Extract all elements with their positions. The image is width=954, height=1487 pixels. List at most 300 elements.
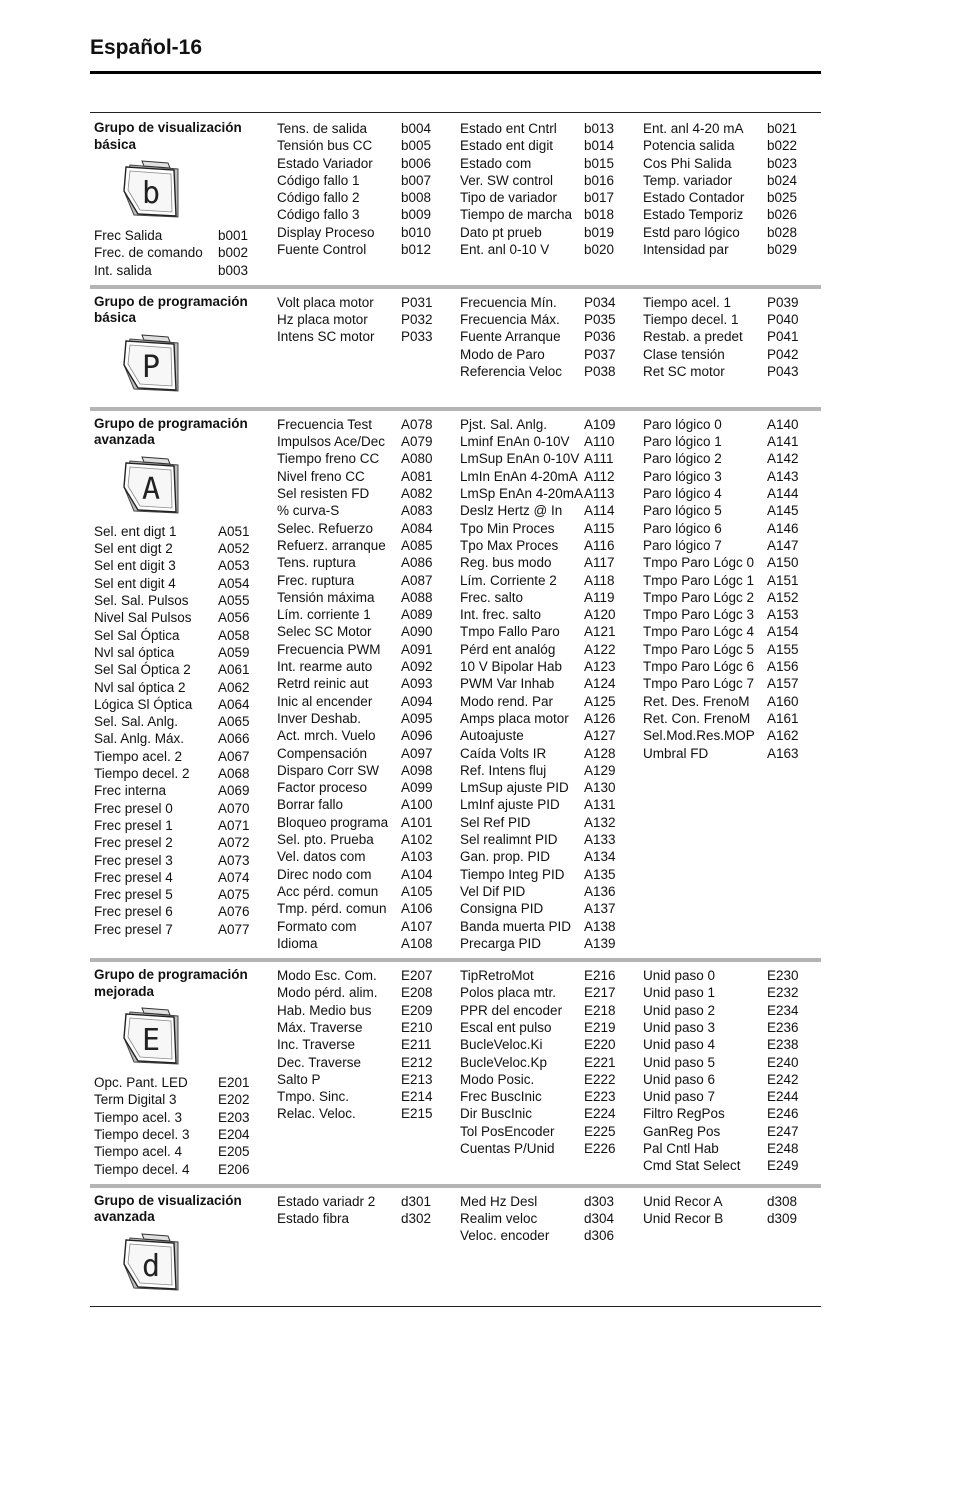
parameter-name: Impulsos Ace/Dec [277, 434, 386, 450]
parameter-code: E217 [584, 985, 616, 1001]
parameter-row [643, 537, 821, 554]
parameter-name: Sel Ref PID [460, 814, 531, 830]
parameter-code: A109 [584, 416, 616, 432]
parameter-row [460, 900, 639, 917]
parameter-name: Unid paso 1 [643, 985, 716, 1001]
parameter-name: PWM Var Inhab [460, 676, 555, 692]
parameter-name: 10 V Bipolar Hab [460, 659, 563, 675]
parameter-row [94, 575, 273, 592]
parameter-row [277, 172, 456, 189]
parameter-name: Fuente Control [277, 242, 367, 258]
parameter-row [94, 1091, 273, 1108]
parameter-row [277, 241, 456, 258]
parameter-name: Tipo de variador [460, 190, 558, 206]
parameter-row [94, 627, 273, 644]
parameter-code: E225 [584, 1123, 616, 1139]
parameter-row [94, 592, 273, 609]
parameter-row [460, 1193, 639, 1210]
parameter-name: Reg. bus modo [460, 555, 552, 571]
display-panel-letter: E [141, 1023, 161, 1059]
parameter-row [94, 1109, 273, 1126]
parameter-code: A117 [584, 555, 615, 571]
parameter-row [277, 224, 456, 241]
parameter-code: A152 [767, 589, 799, 605]
parameter-name: LmInf ajuste PID [460, 797, 560, 813]
parameter-name: Frec BuscInic [460, 1089, 542, 1105]
parameter-row [643, 641, 821, 658]
parameter-name: Unid paso 7 [643, 1089, 716, 1105]
parameter-column-3 [639, 120, 821, 279]
parameter-row [460, 485, 639, 502]
parameter-code: E215 [401, 1106, 433, 1122]
parameter-row [460, 1002, 639, 1019]
parameter-code: b002 [218, 245, 249, 261]
parameter-name: Borrar fallo [277, 797, 344, 813]
group-title: Grupo de programación avanzada [94, 415, 248, 448]
parameter-row [460, 328, 639, 345]
parameter-code: A094 [401, 693, 433, 709]
parameter-row [460, 745, 639, 762]
parameter-row [643, 589, 821, 606]
parameter-code: A058 [218, 627, 250, 643]
parameter-name: Fuente Arranque [460, 329, 561, 345]
page-title: Español-16 [90, 36, 203, 59]
parameter-code: A072 [218, 835, 250, 851]
parameter-name: Lminf EnAn 0-10V [460, 434, 570, 450]
parameter-code: E222 [584, 1071, 616, 1087]
parameter-code: b025 [767, 190, 798, 206]
parameter-name: Escal ent pulso [460, 1019, 552, 1035]
parameter-name: Frec presel 0 [94, 800, 173, 816]
parameter-name: Caída Volts IR [460, 745, 547, 761]
parameter-name: Frec presel 2 [94, 835, 173, 851]
parameter-code: A062 [218, 679, 250, 695]
parameter-code: d309 [767, 1211, 798, 1227]
parameter-code: A131 [584, 797, 616, 813]
parameter-code: b029 [767, 242, 798, 258]
parameter-row [94, 262, 273, 279]
parameter-row [643, 710, 821, 727]
parameter-code: A130 [584, 780, 616, 796]
parameter-row [277, 623, 456, 640]
parameter-name: Modo Posic. [460, 1071, 535, 1087]
parameter-code: A075 [218, 887, 250, 903]
parameter-column-3 [639, 294, 821, 401]
parameter-row [643, 224, 821, 241]
parameter-row [643, 967, 821, 984]
parameter-code: A120 [584, 607, 616, 623]
parameter-row [460, 554, 639, 571]
parameter-code: E249 [767, 1158, 799, 1174]
parameter-code: E211 [401, 1037, 432, 1053]
parameter-row [277, 554, 456, 571]
parameter-row [277, 1019, 456, 1036]
parameter-code: E216 [584, 968, 616, 984]
parameter-code: b003 [218, 262, 249, 278]
parameter-row [277, 1002, 456, 1019]
parameter-row [643, 172, 821, 189]
parameter-name: Tmpo Paro Lógc 4 [643, 624, 755, 640]
parameter-row [643, 984, 821, 1001]
parameter-name: Tiempo decel. 3 [94, 1126, 190, 1142]
parameter-code: A132 [584, 814, 616, 830]
parameter-code: A110 [584, 434, 615, 450]
parameter-name: Tmp. pérd. comun [277, 901, 387, 917]
parameter-code: d303 [584, 1193, 615, 1209]
parameter-name: Unid paso 4 [643, 1037, 716, 1053]
parameter-code: A088 [401, 589, 433, 605]
parameter-column-2 [456, 967, 639, 1178]
parameter-row [643, 1019, 821, 1036]
parameter-code: A076 [218, 904, 250, 920]
parameter-code: E246 [767, 1106, 799, 1122]
parameter-code: A051 [218, 523, 250, 539]
parameter-group [90, 112, 821, 285]
parameter-code: b015 [584, 155, 615, 171]
parameter-name: Estado Temporiz [643, 207, 744, 223]
parameter-code: A113 [584, 486, 615, 502]
parameter-name: Frecuencia Test [277, 416, 373, 432]
parameter-code: A107 [401, 918, 433, 934]
parameter-code: A106 [401, 901, 433, 917]
parameter-name: Código fallo 3 [277, 207, 360, 223]
parameter-code: P039 [767, 294, 799, 310]
parameter-row [643, 346, 821, 363]
parameter-row [460, 589, 639, 606]
parameter-code: A085 [401, 537, 433, 553]
parameter-row [277, 206, 456, 223]
parameter-name: Hab. Medio bus [277, 1002, 372, 1018]
parameter-name: Sel. Sal. Anlg. [94, 714, 179, 730]
parameter-name: BucleVeloc.Kp [460, 1054, 548, 1070]
parameter-name: Estado Contador [643, 190, 745, 206]
parameter-row [460, 710, 639, 727]
parameter-code: A105 [401, 883, 433, 899]
parameter-name: Dec. Traverse [277, 1054, 362, 1070]
parameter-row [643, 416, 821, 433]
parameter-code: A137 [584, 901, 616, 917]
parameter-name: LmSup ajuste PID [460, 780, 569, 796]
display-panel-icon-a [120, 455, 186, 517]
parameter-row [94, 782, 273, 799]
parameter-code: P034 [584, 294, 616, 310]
parameter-row [460, 1019, 639, 1036]
parameter-code: A078 [401, 416, 433, 432]
parameter-name: Nvl sal óptica [94, 644, 175, 660]
parameter-name: Sal. Anlg. Máx. [94, 731, 185, 747]
parameter-name: Código fallo 1 [277, 172, 360, 188]
parameter-column-3 [639, 416, 821, 952]
parameter-name: Paro lógico 3 [643, 468, 722, 484]
parameter-row [277, 848, 456, 865]
parameter-row [94, 540, 273, 557]
parameter-row [277, 762, 456, 779]
parameter-row [277, 779, 456, 796]
parameter-code: A053 [218, 558, 250, 574]
parameter-row [460, 1071, 639, 1088]
parameter-name: Amps placa motor [460, 710, 569, 726]
parameter-name: Nvl sal óptica 2 [94, 679, 186, 695]
parameter-code: A059 [218, 644, 250, 660]
parameter-code: A133 [584, 832, 616, 848]
parameter-code: b023 [767, 155, 798, 171]
parameter-name: Consigna PID [460, 901, 544, 917]
parameter-code: b010 [401, 224, 432, 240]
parameter-row [460, 1123, 639, 1140]
parameter-row [94, 817, 273, 834]
parameter-row [643, 241, 821, 258]
parameter-name: Tens. de salida [277, 121, 368, 136]
parameter-row [460, 1227, 639, 1244]
parameter-code: E244 [767, 1089, 799, 1105]
parameter-name: Pérd ent analóg [460, 641, 556, 657]
parameter-name: Sel Sal Óptica [94, 627, 180, 643]
parameter-row [460, 520, 639, 537]
parameter-code: A142 [767, 451, 799, 467]
parameter-name: Filtro RegPos [643, 1106, 725, 1122]
parameter-row [277, 967, 456, 984]
parameter-row [460, 623, 639, 640]
parameter-code: A086 [401, 555, 433, 571]
parameter-code: b017 [584, 190, 615, 206]
parameter-name: Autoajuste [460, 728, 524, 744]
parameter-name: Tiempo acel. 1 [643, 294, 732, 310]
parameter-name: Tens. ruptura [277, 555, 356, 571]
parameter-code: A080 [401, 451, 433, 467]
parameter-name: Intens SC motor [277, 329, 375, 345]
parameter-code: b016 [584, 172, 615, 188]
parameter-name: Realim veloc [460, 1211, 538, 1227]
parameter-row [277, 675, 456, 692]
parameter-name: Lím. Corriente 2 [460, 572, 557, 588]
parameter-row [460, 848, 639, 865]
parameter-name: GanReg Pos [643, 1123, 721, 1139]
parameter-row [643, 1002, 821, 1019]
parameter-code: E240 [767, 1054, 799, 1070]
parameter-code: A150 [767, 555, 799, 571]
parameter-row [94, 1074, 273, 1091]
parameter-row [277, 433, 456, 450]
parameter-row [460, 693, 639, 710]
parameter-code: E209 [401, 1002, 433, 1018]
parameter-name: Pal Cntl Hab [643, 1141, 719, 1157]
parameter-name: Tensión bus CC [277, 138, 373, 154]
parameter-name: Polos placa mtr. [460, 985, 557, 1001]
parameter-name: Tiempo decel. 1 [643, 312, 739, 328]
parameter-name: Paro lógico 5 [643, 503, 722, 519]
parameter-code: A084 [401, 520, 433, 536]
parameter-row [277, 883, 456, 900]
parameter-row [277, 311, 456, 328]
parameter-row [460, 311, 639, 328]
parameter-code: E224 [584, 1106, 616, 1122]
parameter-row [277, 710, 456, 727]
parameter-name: Tensión máxima [277, 589, 375, 605]
parameter-code: E206 [218, 1161, 250, 1177]
parameter-code: A055 [218, 593, 250, 609]
parameter-code: E210 [401, 1019, 433, 1035]
parameter-code: A125 [584, 693, 616, 709]
group-header-column [90, 1193, 273, 1300]
parameter-row [94, 869, 273, 886]
parameter-name: Dato pt prueb [460, 224, 542, 240]
group-header-column [90, 120, 273, 279]
parameter-name: Modo rend. Par [460, 693, 554, 709]
parameter-row [460, 814, 639, 831]
parameter-row [277, 1071, 456, 1088]
parameter-name: Sel ent digt 2 [94, 541, 173, 557]
parameter-row [643, 1036, 821, 1053]
parameter-row [643, 1193, 821, 1210]
parameter-name: Pjst. Sal. Anlg. [460, 416, 548, 432]
parameter-row [643, 137, 821, 154]
parameter-code: P038 [584, 364, 616, 380]
parameter-row [460, 1140, 639, 1157]
parameter-row [94, 1161, 273, 1178]
parameter-name: Cmd Stat Select [643, 1158, 741, 1174]
display-panel-icon-e [120, 1006, 186, 1068]
parameter-code: E236 [767, 1019, 799, 1035]
parameter-row [460, 1210, 639, 1227]
parameter-name: Tmpo Paro Lógc 3 [643, 607, 755, 623]
parameter-row [94, 800, 273, 817]
parameter-name: Frec presel 1 [94, 817, 173, 833]
parameter-row [94, 244, 273, 261]
parameter-code: A127 [584, 728, 616, 744]
parameter-row [460, 866, 639, 883]
parameter-row [643, 1071, 821, 1088]
parameter-name: Selec. Refuerzo [277, 520, 374, 536]
parameter-name: Paro lógico 4 [643, 486, 722, 502]
parameter-name: Ret. Con. FrenoM [643, 710, 751, 726]
parameter-code: A074 [218, 869, 250, 885]
parameter-code: A121 [584, 624, 616, 640]
parameter-row [94, 1143, 273, 1160]
parameter-name: Tiempo decel. 4 [94, 1161, 190, 1177]
parameter-code: E202 [218, 1092, 250, 1108]
parameter-code: A118 [584, 572, 615, 588]
parameter-row [277, 831, 456, 848]
parameter-row [277, 727, 456, 744]
group-title: Grupo de programación mejorada [94, 967, 248, 999]
parameter-row [277, 537, 456, 554]
parameter-name: Direc nodo com [277, 866, 372, 882]
parameter-code: A124 [584, 676, 616, 692]
parameter-code: b019 [584, 224, 615, 240]
parameter-row [460, 468, 639, 485]
parameter-name: Act. mrch. Vuelo [277, 728, 376, 744]
parameter-name: Formato com [277, 918, 357, 934]
parameter-code: A139 [584, 935, 616, 951]
parameter-code: P032 [401, 312, 433, 328]
parameter-code: A052 [218, 541, 250, 557]
parameter-code: A122 [584, 641, 616, 657]
parameter-code: A082 [401, 486, 433, 502]
display-panel-letter: A [141, 471, 161, 507]
parameter-code: E234 [767, 1002, 799, 1018]
parameter-name: Clase tensión [643, 346, 725, 362]
parameter-name: Tmpo Paro Lógc 6 [643, 659, 755, 675]
parameter-name: Tmpo Fallo Paro [460, 624, 560, 640]
parameter-name: Cuentas P/Unid [460, 1141, 555, 1157]
parameter-code: b012 [401, 242, 432, 258]
parameter-row [277, 796, 456, 813]
parameter-row [277, 918, 456, 935]
parameter-code: A161 [767, 710, 799, 726]
parameter-code: A123 [584, 659, 616, 675]
parameter-name: LmSup EnAn 0-10V [460, 451, 580, 467]
parameter-code: A126 [584, 710, 616, 726]
parameter-code: A083 [401, 503, 433, 519]
parameter-name: Lím. corriente 1 [277, 607, 371, 623]
parameter-row [643, 1105, 821, 1122]
parameter-code: d301 [401, 1193, 432, 1209]
parameter-name: Int. salida [94, 262, 152, 278]
parameter-code: A102 [401, 832, 433, 848]
parameter-name: Display Proceso [277, 224, 375, 240]
parameter-name: Máx. Traverse [277, 1019, 363, 1035]
parameter-code: A147 [767, 537, 799, 553]
parameter-code: P037 [584, 346, 616, 362]
parameter-name: Compensación [277, 745, 368, 761]
parameter-code: A077 [218, 921, 250, 937]
parameter-row [643, 606, 821, 623]
parameter-name: Sel Sal Óptica 2 [94, 662, 191, 678]
parameter-code: d306 [584, 1228, 615, 1244]
parameter-row [643, 363, 821, 380]
parameter-name: Referencia Veloc [460, 364, 563, 380]
parameter-code: A162 [767, 728, 799, 744]
parameter-code: P033 [401, 329, 433, 345]
parameter-code: A119 [584, 589, 615, 605]
parameter-name: Sel resisten FD [277, 486, 370, 502]
parameter-row [277, 658, 456, 675]
parameter-code: b022 [767, 138, 798, 154]
parameter-name: Inver Deshab. [277, 710, 362, 726]
parameter-name: Frec. salto [460, 589, 524, 605]
group-header-column [90, 416, 273, 952]
parameter-row [94, 921, 273, 938]
parameter-name: Unid paso 0 [643, 968, 716, 984]
parameter-code: P031 [401, 294, 433, 310]
parameter-code: d308 [767, 1193, 798, 1209]
parameter-name: Tiempo acel. 4 [94, 1144, 183, 1160]
parameter-name: Frec. ruptura [277, 572, 355, 588]
parameter-name: Unid paso 2 [643, 1002, 716, 1018]
parameter-code: A061 [218, 662, 250, 678]
group-title: Grupo de visualización avanzada [94, 1192, 242, 1225]
parameter-code: E219 [584, 1019, 616, 1035]
parameter-code: A087 [401, 572, 433, 588]
parameter-name: Ent. anl 0-10 V [460, 242, 550, 258]
parameter-column-1 [273, 120, 456, 279]
parameter-row [643, 433, 821, 450]
parameter-code: b013 [584, 121, 615, 136]
parameter-name: Temp. variador [643, 172, 733, 188]
parameter-row [277, 416, 456, 433]
parameter-name: Cos Phi Salida [643, 155, 732, 171]
parameter-name: Gan. prop. PID [460, 849, 551, 865]
display-panel-icon-b [120, 159, 186, 221]
parameter-row [460, 572, 639, 589]
parameter-name: Estado ent digit [460, 138, 554, 154]
parameter-row [643, 1210, 821, 1227]
parameter-row [460, 502, 639, 519]
parameter-row [277, 1105, 456, 1122]
parameter-row [460, 796, 639, 813]
parameter-code: E248 [767, 1141, 799, 1157]
parameter-name: Acc pérd. comun [277, 883, 379, 899]
